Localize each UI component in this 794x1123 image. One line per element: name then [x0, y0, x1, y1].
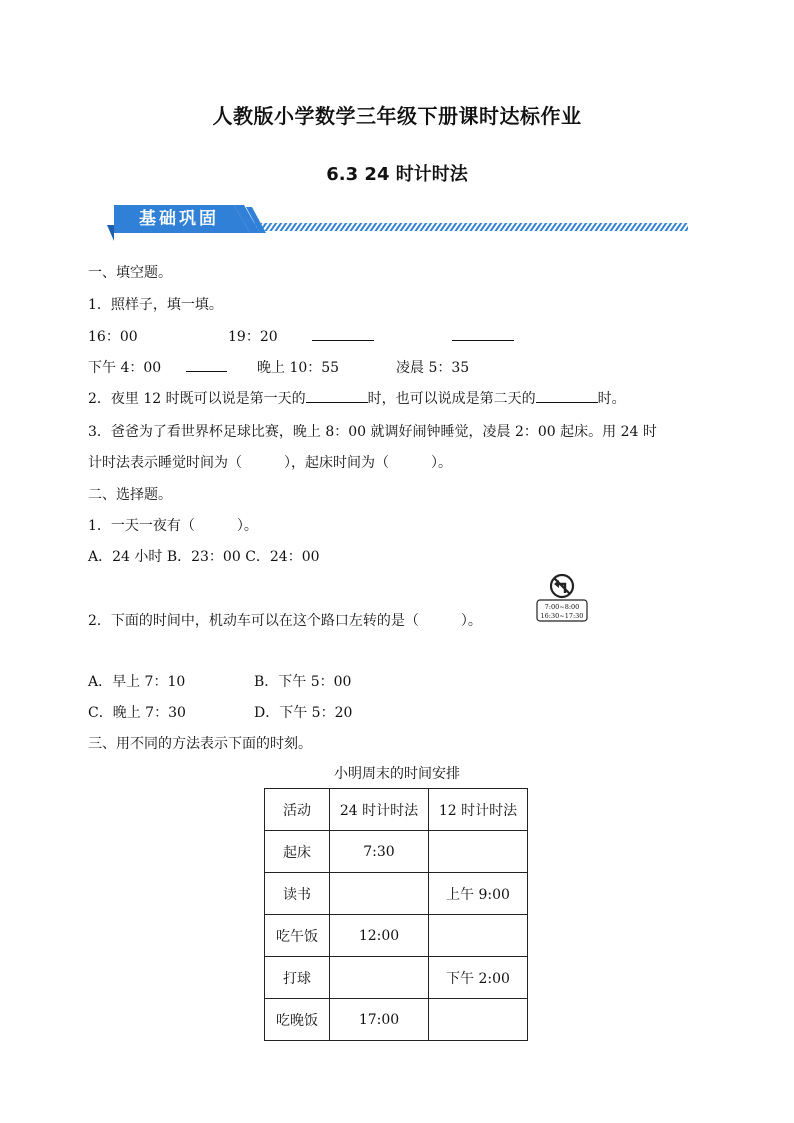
question-2-part: 时。	[597, 391, 626, 407]
example-time: 晚上 10：55	[257, 360, 340, 376]
time-12h-cell[interactable]	[429, 999, 528, 1041]
choice-option-a[interactable]: A．早上 7：10	[88, 674, 186, 690]
activity-cell: 吃午饭	[265, 915, 330, 957]
section-heading-fill-blank: 一、填空题。	[88, 265, 172, 281]
example-time: 凌晨 5：35	[396, 360, 470, 376]
question-2	[88, 388, 626, 408]
answer-blank[interactable]	[312, 326, 374, 341]
question-1-prompt: 1．照样子，填一填。	[88, 297, 223, 313]
question-2-part: 2．夜里 12 时既可以说是第一天的	[88, 391, 306, 407]
time-24h-cell[interactable]	[330, 873, 429, 915]
activity-cell: 打球	[265, 957, 330, 999]
schedule-table	[264, 788, 528, 1041]
lesson-subtitle: 6.3 24 时计时法	[326, 164, 468, 185]
time-24h-cell[interactable]	[330, 957, 429, 999]
choice-question-1-prompt: 1．一天一夜有（ ）。	[88, 518, 258, 534]
header-cell: 12 时计时法	[429, 789, 528, 831]
choice-option-c[interactable]: C．晚上 7：30	[88, 705, 186, 721]
table-row	[265, 957, 528, 999]
time-12h-cell: 下午 2:00	[429, 957, 528, 999]
table-header-row	[265, 789, 528, 831]
example-time: 16：00	[88, 329, 138, 345]
header-cell: 24 时计时法	[330, 789, 429, 831]
time-24h-cell: 7:30	[330, 831, 429, 873]
example-time: 19：20	[228, 329, 278, 345]
activity-cell: 读书	[265, 873, 330, 915]
header-cell: 活动	[265, 789, 330, 831]
answer-blank[interactable]	[306, 388, 368, 403]
time-24h-cell: 17:00	[330, 999, 429, 1041]
activity-cell: 吃晚饭	[265, 999, 330, 1041]
question-2-part: 时，也可以说成是第二天的	[367, 391, 536, 407]
activity-cell: 起床	[265, 831, 330, 873]
question-3-line-2: 计时法表示睡觉时间为（ ），起床时间为（ ）。	[88, 455, 452, 471]
banner-label: 基础巩固	[139, 209, 219, 229]
choice-option-d[interactable]: D．下午 5：20	[254, 705, 353, 721]
table-row	[265, 915, 528, 957]
time-24h-cell: 12:00	[330, 915, 429, 957]
question-3-line-1: 3．爸爸为了看世界杯足球比赛，晚上 8：00 就调好闹钟睡觉，凌晨 2：00 起床。用 24 时	[88, 424, 657, 440]
section-heading-choice: 二、选择题。	[88, 487, 172, 503]
answer-blank[interactable]	[186, 357, 227, 372]
time-12h-cell[interactable]	[429, 915, 528, 957]
sign-time-2: 16:30~17:30	[540, 612, 584, 620]
table-row	[265, 873, 528, 915]
page-title: 人教版小学数学三年级下册课时达标作业	[212, 104, 582, 128]
example-time: 下午 4：00	[88, 360, 162, 376]
sign-time-1: 7:00~8:00	[544, 603, 580, 611]
time-12h-cell[interactable]	[429, 831, 528, 873]
choice-option-b[interactable]: B．下午 5：00	[254, 674, 352, 690]
choice-question-2-prompt: 2．下面的时间中，机动车可以在这个路口左转的是（ ）。	[88, 613, 482, 629]
table-row	[265, 999, 528, 1041]
table-caption: 小明周末的时间安排	[334, 766, 460, 782]
answer-blank[interactable]	[536, 388, 598, 403]
answer-blank[interactable]	[452, 326, 514, 341]
time-12h-cell: 上午 9:00	[429, 873, 528, 915]
table-row	[265, 831, 528, 873]
no-left-turn-sign-icon	[536, 572, 588, 624]
choice-question-1-options: A．24 小时 B．23：00 C．24：00	[88, 549, 320, 565]
section-heading-conversion: 三、用不同的方法表示下面的时刻。	[88, 736, 312, 752]
